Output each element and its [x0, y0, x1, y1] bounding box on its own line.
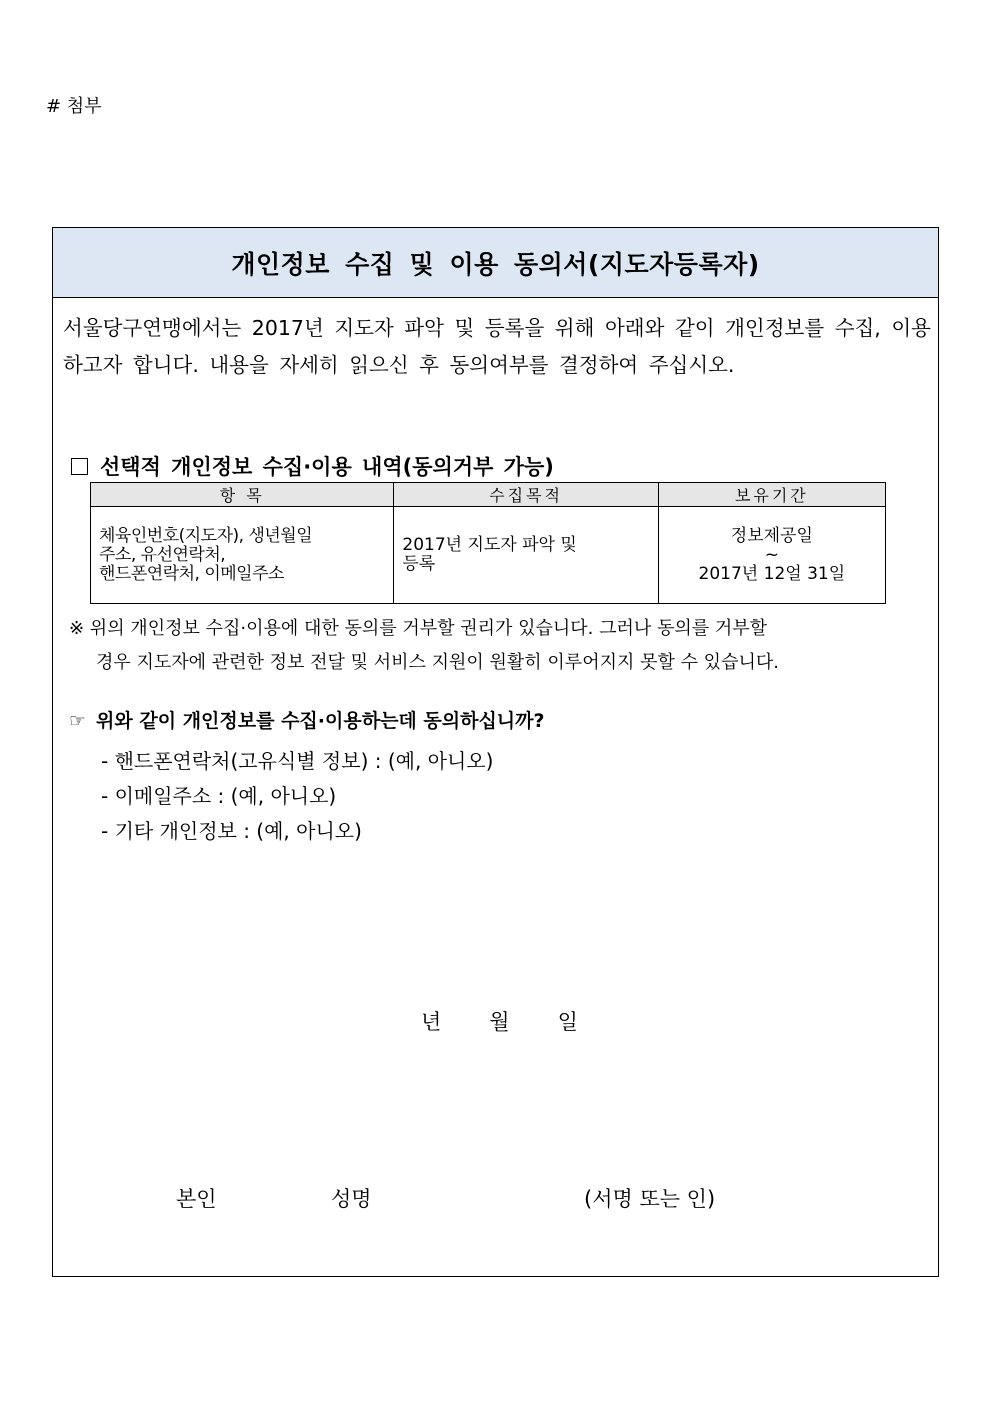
- collection-table: [90, 482, 886, 604]
- form-title: 개인정보 수집 및 이용 동의서(지도자등록자): [231, 249, 760, 279]
- purpose-cell: [394, 507, 658, 604]
- items-cell: [91, 507, 394, 604]
- option-email[interactable]: - 이메일주소 : (예, 아니오): [101, 784, 337, 808]
- refusal-notice: [69, 612, 919, 680]
- intro-paragraph: 서울당구연맹에서는 2017년 지도자 파악 및 등록을 위해 아래와 같이 개인정보를 수집, 이용하고자 합니다. 내용을 자세히 읽으신 후 동의여부를 결정하여 주십시오.: [63, 316, 931, 377]
- form-title-bar: [53, 228, 938, 298]
- consent-form: [52, 227, 939, 1277]
- header-item: 항 목: [91, 483, 394, 507]
- section-heading-text: 선택적 개인정보 수집·이용 내역(동의거부 가능): [100, 455, 554, 479]
- date-line: [421, 1006, 578, 1036]
- purpose-line: 2017년 지도자 파악 및: [402, 535, 577, 555]
- table-row: [91, 507, 886, 604]
- question-text: 위와 같이 개인정보를 수집·이용하는데 동의하십니까?: [96, 710, 545, 732]
- section-heading: [71, 451, 554, 481]
- header-purpose: 수집목적: [394, 483, 658, 507]
- date-month[interactable]: 월: [489, 1010, 510, 1034]
- signature-seal-label[interactable]: (서명 또는 인): [584, 1187, 716, 1211]
- signature-name-label[interactable]: 성명: [331, 1187, 372, 1211]
- consent-question: [69, 706, 545, 733]
- period-cell: [658, 507, 885, 604]
- items-line: 핸드폰연락처, 이메일주소: [99, 563, 284, 584]
- date-year[interactable]: 년: [421, 1010, 442, 1034]
- option-other[interactable]: - 기타 개인정보 : (예, 아니오): [101, 819, 362, 843]
- notice-line: ※ 위의 개인정보 수집·이용에 대한 동의를 거부할 권리가 있습니다. 그러나 동의를 거부할: [69, 618, 768, 639]
- items-line: 주소, 유선연락처,: [99, 544, 226, 565]
- option-phone[interactable]: - 핸드폰연락처(고유식별 정보) : (예, 아니오): [101, 749, 494, 773]
- pointing-hand-icon: ☞: [69, 710, 87, 732]
- signature-self-label: 본인: [176, 1187, 217, 1211]
- consent-options: [101, 744, 493, 849]
- period-line: ~: [764, 544, 779, 565]
- period-line: 2017년 12얼 31일: [698, 563, 846, 584]
- period-line: 정보제공일: [730, 525, 813, 546]
- table-header-row: [91, 483, 886, 507]
- date-day[interactable]: 일: [557, 1010, 578, 1034]
- signature-line: [176, 1183, 876, 1213]
- items-line: 체육인번호(지도자), 생년월일: [99, 525, 313, 546]
- header-period: 보유기간: [658, 483, 885, 507]
- purpose-line: 등록: [402, 554, 436, 574]
- notice-line: 경우 지도자에 관련한 정보 전달 및 서비스 지원이 원활히 이루어지지 못할 수 있습니다.: [96, 652, 779, 673]
- attachment-label: # 첨부: [46, 96, 102, 117]
- checkbox-square-icon: [71, 458, 88, 475]
